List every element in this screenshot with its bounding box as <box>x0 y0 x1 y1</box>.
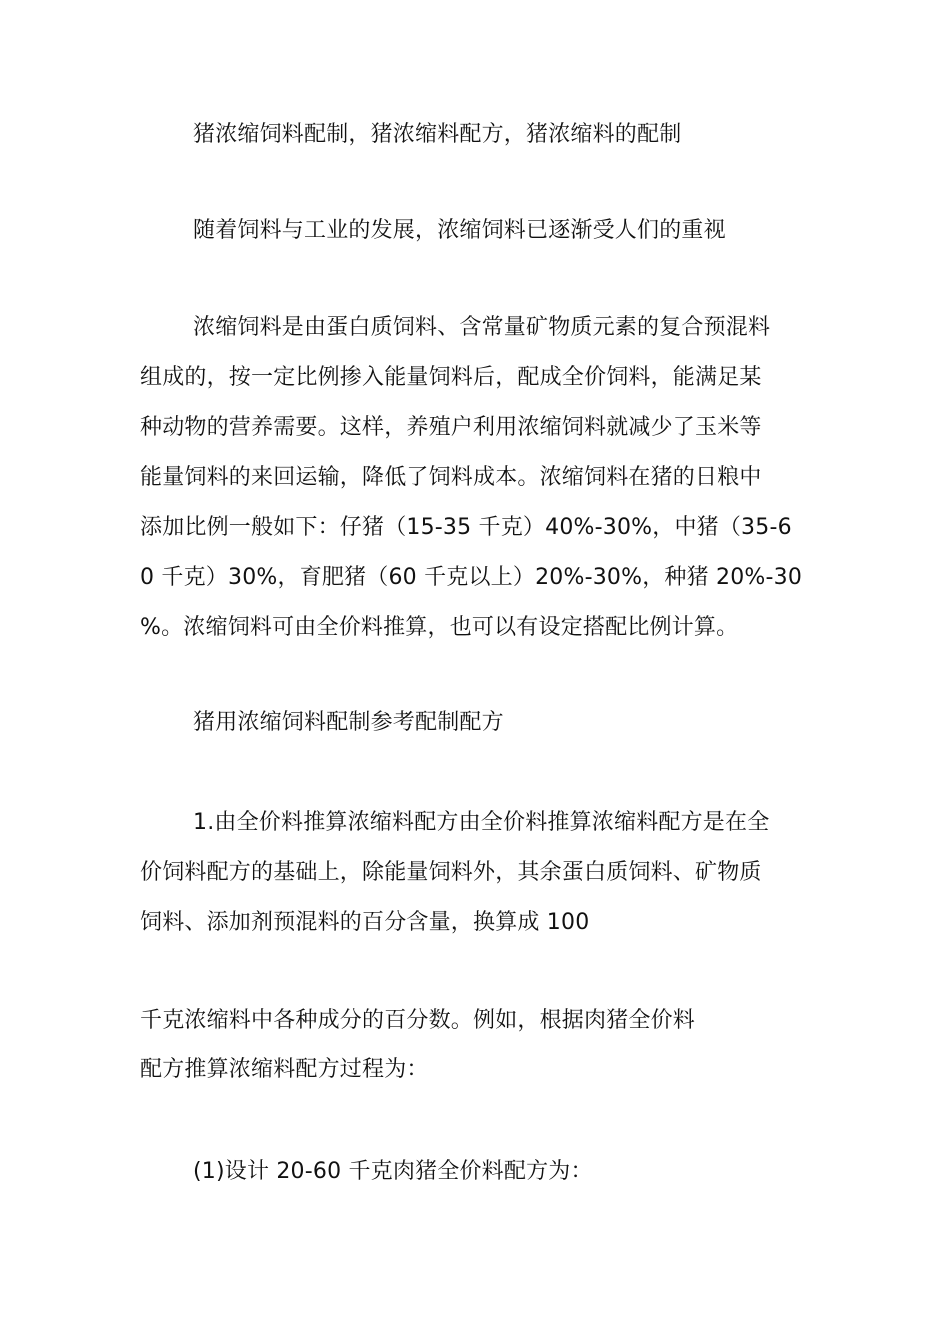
paragraph1-line-7: %。浓缩饲料可由全价料推算，也可以有设定搭配比例计算。 <box>140 615 739 640</box>
document-title: 猪浓缩饲料配制，猪浓缩料配方，猪浓缩料的配制 <box>193 122 682 147</box>
paragraph1-line-4: 能量饲料的来回运输，降低了饲料成本。浓缩饲料在猪的日粮中 <box>140 465 762 490</box>
paragraph1-line-3: 种动物的营养需要。这样，养殖户利用浓缩饲料就减少了玉米等 <box>140 415 762 440</box>
paragraph1-line-1: 浓缩饲料是由蛋白质饲料、含常量矿物质元素的复合预混料 <box>193 315 771 340</box>
section-heading: 猪用浓缩饲料配制参考配制配方 <box>193 710 504 735</box>
paragraph1-line-6: 0 千克）30%，育肥猪（60 千克以上）20%-30%，种猪 20%-30 <box>140 565 803 590</box>
paragraph1-line-2: 组成的，按一定比例掺入能量饲料后，配成全价饲料，能满足某 <box>140 365 762 390</box>
paragraph3-line-1: 千克浓缩料中各种成分的百分数。例如，根据肉猪全价料 <box>140 1008 696 1033</box>
paragraph2-line-3: 饲料、添加剂预混料的百分含量，换算成 100 <box>140 910 590 935</box>
paragraph2-line-1: 1.由全价料推算浓缩料配方由全价料推算浓缩料配方是在全 <box>193 810 770 835</box>
paragraph2-line-2: 价饲料配方的基础上，除能量饲料外，其余蛋白质饲料、矿物质 <box>140 860 762 885</box>
intro-line: 随着饲料与工业的发展，浓缩饲料已逐渐受人们的重视 <box>193 218 726 243</box>
step-1-line: (1)设计 20-60 千克肉猪全价料配方为： <box>193 1159 593 1184</box>
paragraph1-line-5: 添加比例一般如下：仔猪（15-35 千克）40%-30%，中猪（35-6 <box>140 515 792 540</box>
paragraph3-line-2: 配方推算浓缩料配方过程为： <box>140 1057 429 1082</box>
